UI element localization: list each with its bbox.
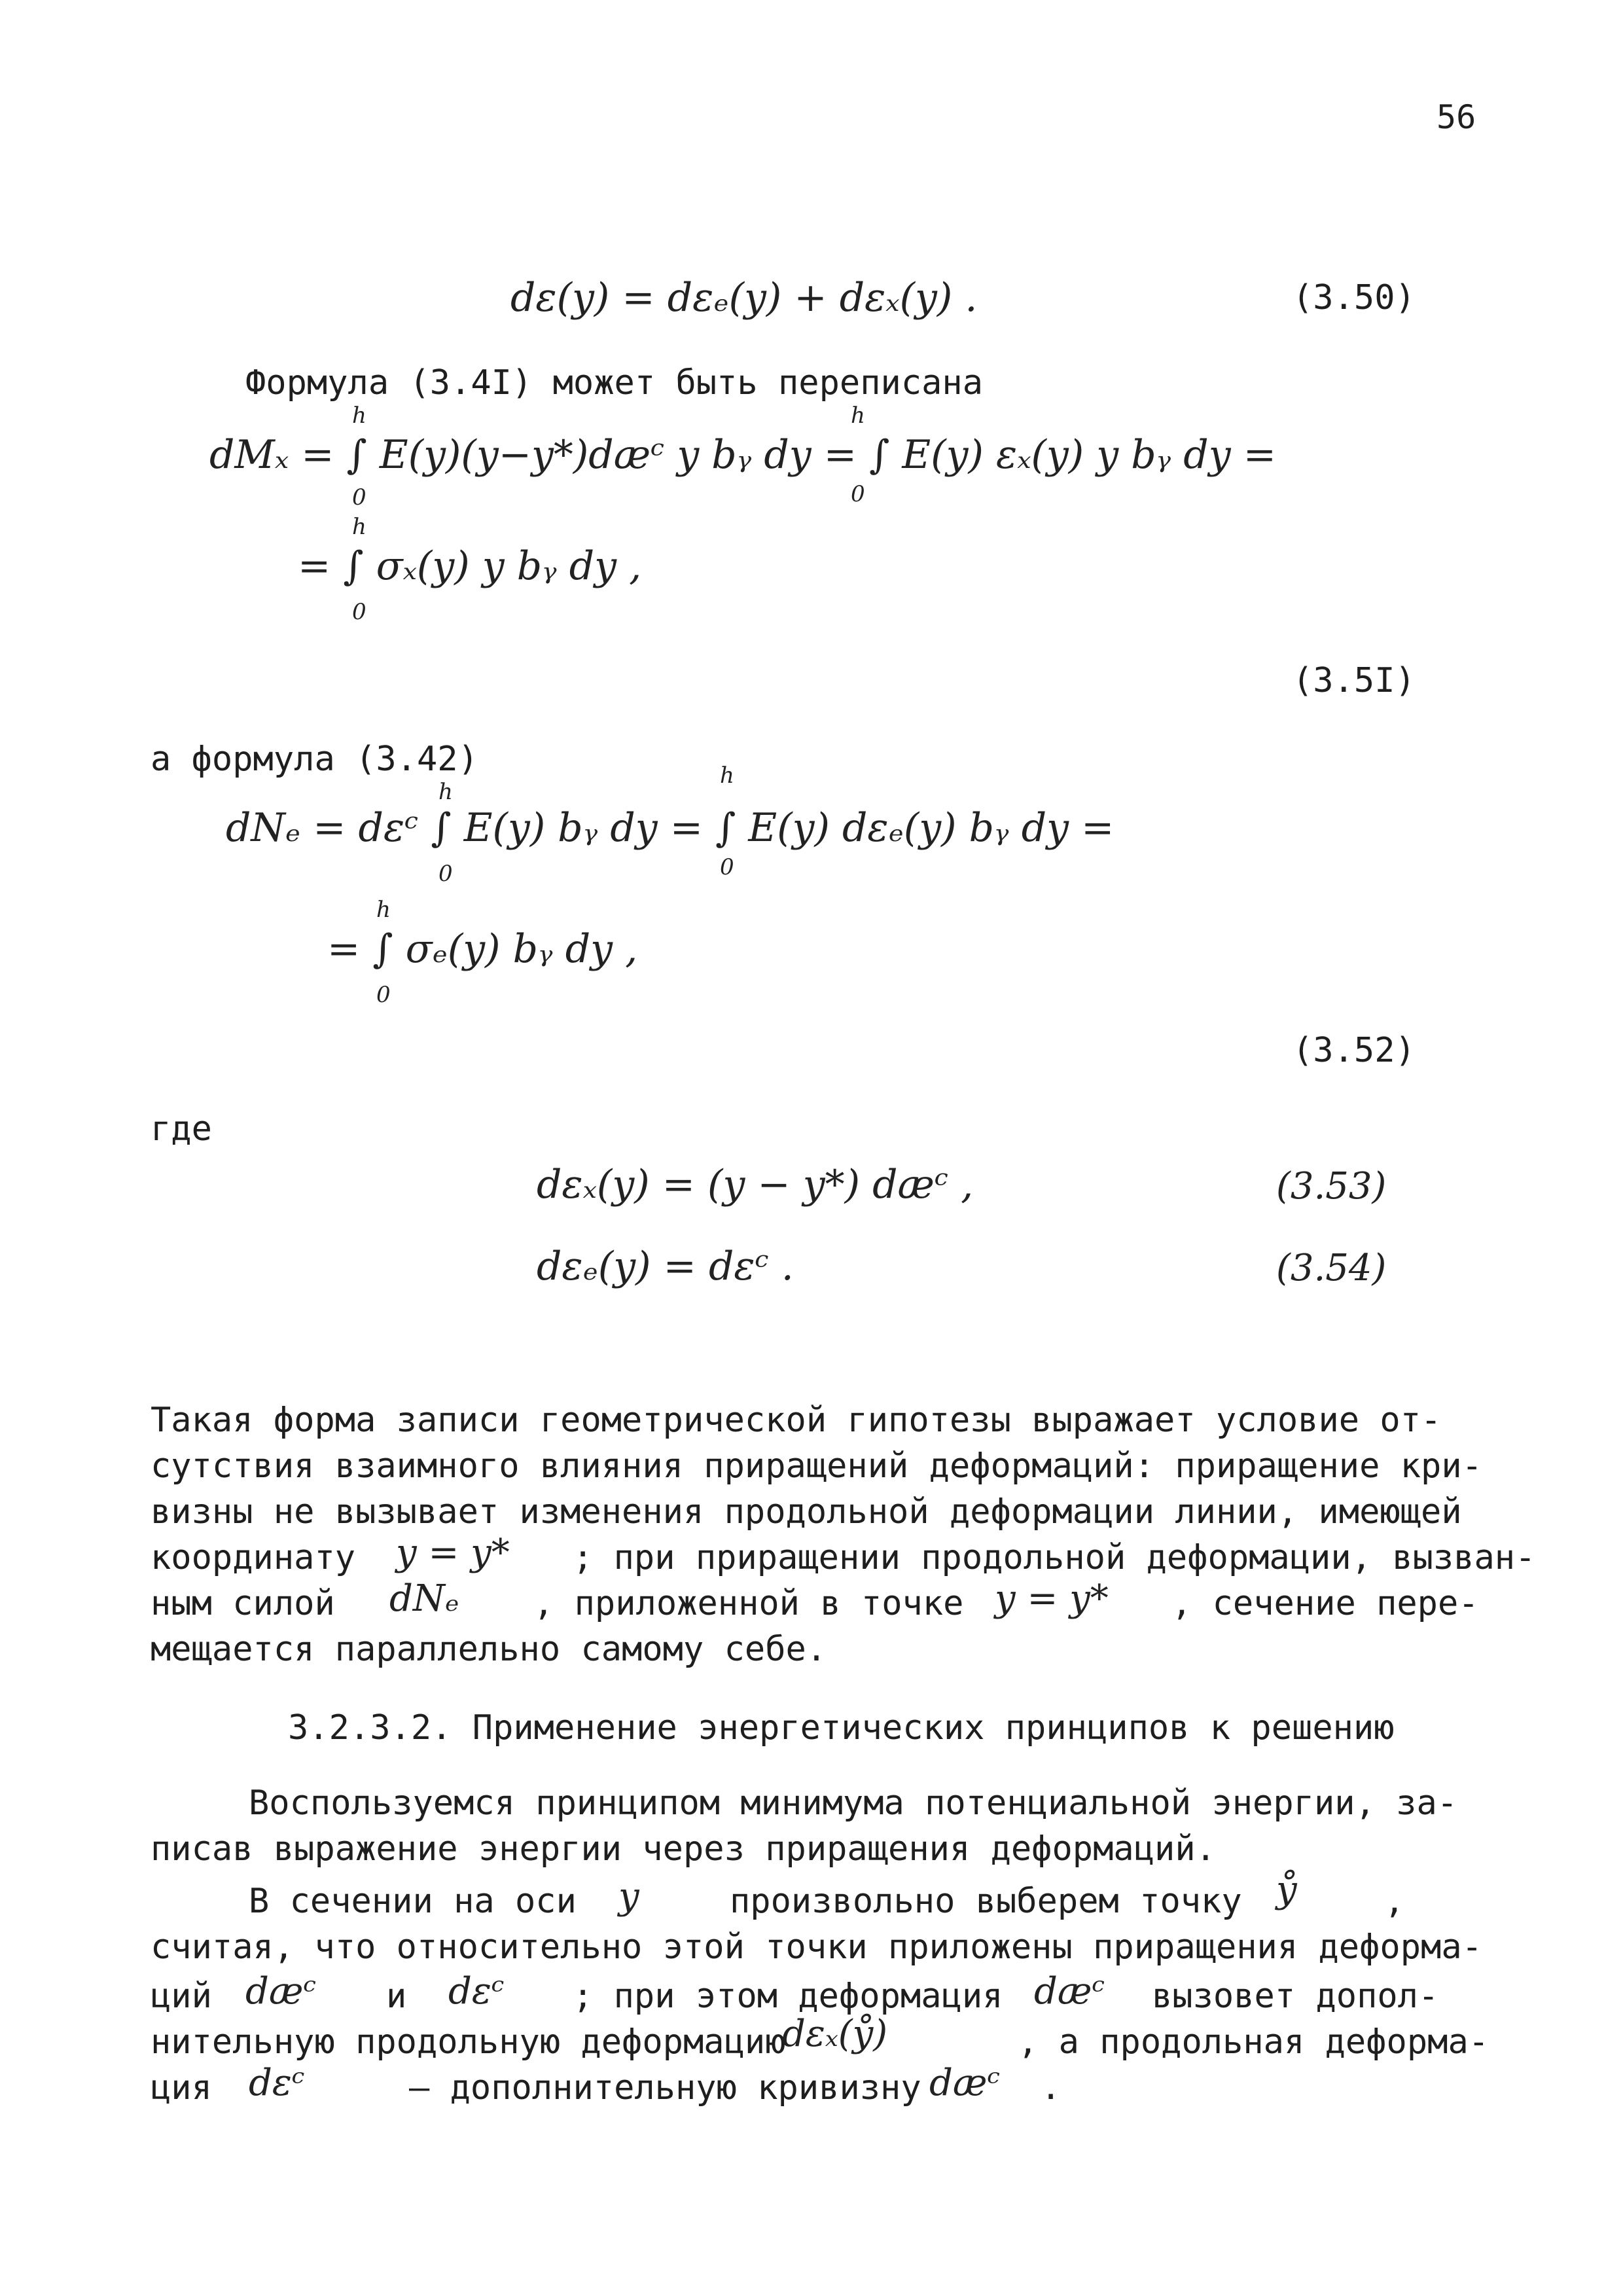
paragraph-line: . [1041, 2068, 1061, 2108]
inline-math-dae-c: dæᶜ [1034, 1970, 1105, 2013]
paragraph-line: , приложенной в точке [533, 1584, 964, 1623]
integral-lower-limit: 0 [376, 982, 391, 1008]
integral-lower-limit: 0 [851, 481, 865, 507]
integral-lower-limit: 0 [720, 854, 734, 880]
paragraph-line: мещается параллельно самому себе. [151, 1630, 827, 1669]
paragraph-line: и [386, 1977, 407, 2016]
inline-math-y-ring: ẙ [1276, 1869, 1297, 1911]
paragraph-line: , сечение пере- [1171, 1584, 1479, 1623]
equation-number-3-51: (3.5I) [1293, 661, 1416, 700]
paragraph-line: произвольно выберем точку [730, 1882, 1242, 1921]
equation-3-50: dε(y) = dεₑ(y) + dεₓ(y) . [510, 275, 978, 321]
paragraph-line: ; при приращении продольной деформации, вызван- [573, 1538, 1536, 1577]
text-where: где [151, 1109, 212, 1149]
equation-3-52-line2: = ∫ σₑ(y) bᵧ dy , [327, 926, 638, 972]
paragraph-line: координату [151, 1538, 356, 1577]
equation-3-51-line1: dMₓ = ∫ E(y)(y−y*)dæᶜ y bᵧ dy = ∫ E(y) εₓ(y) y bᵧ dy = [209, 432, 1276, 478]
paragraph-line: писав выражение энергии через приращения деформаций. [151, 1829, 1216, 1869]
paragraph-line: нительную продольную деформацию [151, 2022, 786, 2062]
paragraph-line: Воспользуемся принципом минимума потенциальной энергии, за- [249, 1784, 1458, 1823]
paragraph-line: ция [151, 2068, 212, 2108]
text-formula-341: Формула (3.4I) может быть переписана [245, 363, 984, 403]
equation-3-53: dεₓ(y) = (y − y*) dæᶜ , [537, 1162, 974, 1208]
paragraph-line: ным силой [151, 1584, 335, 1623]
inline-math-deps-c: dεᶜ [448, 1970, 505, 2013]
equation-number-3-50: (3.50) [1293, 278, 1416, 317]
integral-lower-limit: 0 [438, 861, 453, 887]
paragraph-line: , [1384, 1882, 1405, 1921]
page-number: 56 [1436, 98, 1476, 136]
text-formula-342: а формула (3.42) [151, 740, 478, 779]
section-heading: 3.2.3.2. Применение энергетических принципов к решению [288, 1708, 1395, 1748]
paragraph-line: – дополнительную кривизну [409, 2068, 921, 2108]
inline-math-dae-c: dæᶜ [245, 1970, 317, 2013]
equation-3-51-line2: = ∫ σₓ(y) y bᵧ dy , [298, 543, 642, 589]
inline-math-y-axis: y [618, 1875, 639, 1918]
equation-number-3-52: (3.52) [1293, 1031, 1416, 1070]
inline-math-deps-ae: dεₓ(ẙ) [782, 2013, 888, 2055]
integral-upper-limit: h [352, 514, 366, 540]
paragraph-line: визны не вызывает изменения продольной деформации линии, имеющей [151, 1492, 1462, 1532]
integral-upper-limit: h [376, 897, 391, 923]
paragraph-line: ; при этом деформация [573, 1977, 1003, 2016]
equation-number-3-53: (3.53) [1276, 1165, 1387, 1208]
equation-number-3-54: (3.54) [1276, 1247, 1387, 1289]
paragraph-line: сутствия взаимного влияния приращений деформаций: приращение кри- [151, 1446, 1482, 1486]
paragraph-line: вызовет допол- [1152, 1977, 1439, 2016]
equation-3-52-line1: dNₑ = dεᶜ ∫ E(y) bᵧ dy = ∫ E(y) dεₑ(y) bᵧ dy = [226, 805, 1115, 851]
integral-lower-limit: 0 [352, 484, 366, 511]
paragraph-line: Такая форма записи геометрической гипотезы выражает условие от- [151, 1401, 1442, 1440]
integral-upper-limit: h [851, 403, 865, 429]
paragraph-line: считая, что относительно этой точки приложены приращения деформа- [151, 1928, 1482, 1967]
inline-math-dae-c: dæᶜ [929, 2062, 1001, 2104]
paragraph-line: , а продольная деформа- [1018, 2022, 1489, 2062]
equation-3-54: dεₑ(y) = dεᶜ . [537, 1244, 794, 1289]
inline-math-y-eq-ystar: y = y* [396, 1532, 510, 1574]
inline-math-dN: dNₑ [389, 1577, 459, 1620]
inline-math-deps-c: dεᶜ [249, 2062, 305, 2104]
paragraph-line: В сечении на оси [249, 1882, 577, 1921]
integral-upper-limit: h [720, 762, 734, 789]
integral-lower-limit: 0 [352, 599, 366, 625]
integral-upper-limit: h [438, 779, 453, 805]
inline-math-y-eq-ystar: y = y* [995, 1577, 1109, 1620]
integral-upper-limit: h [352, 403, 366, 429]
paragraph-line: ций [151, 1977, 212, 2016]
